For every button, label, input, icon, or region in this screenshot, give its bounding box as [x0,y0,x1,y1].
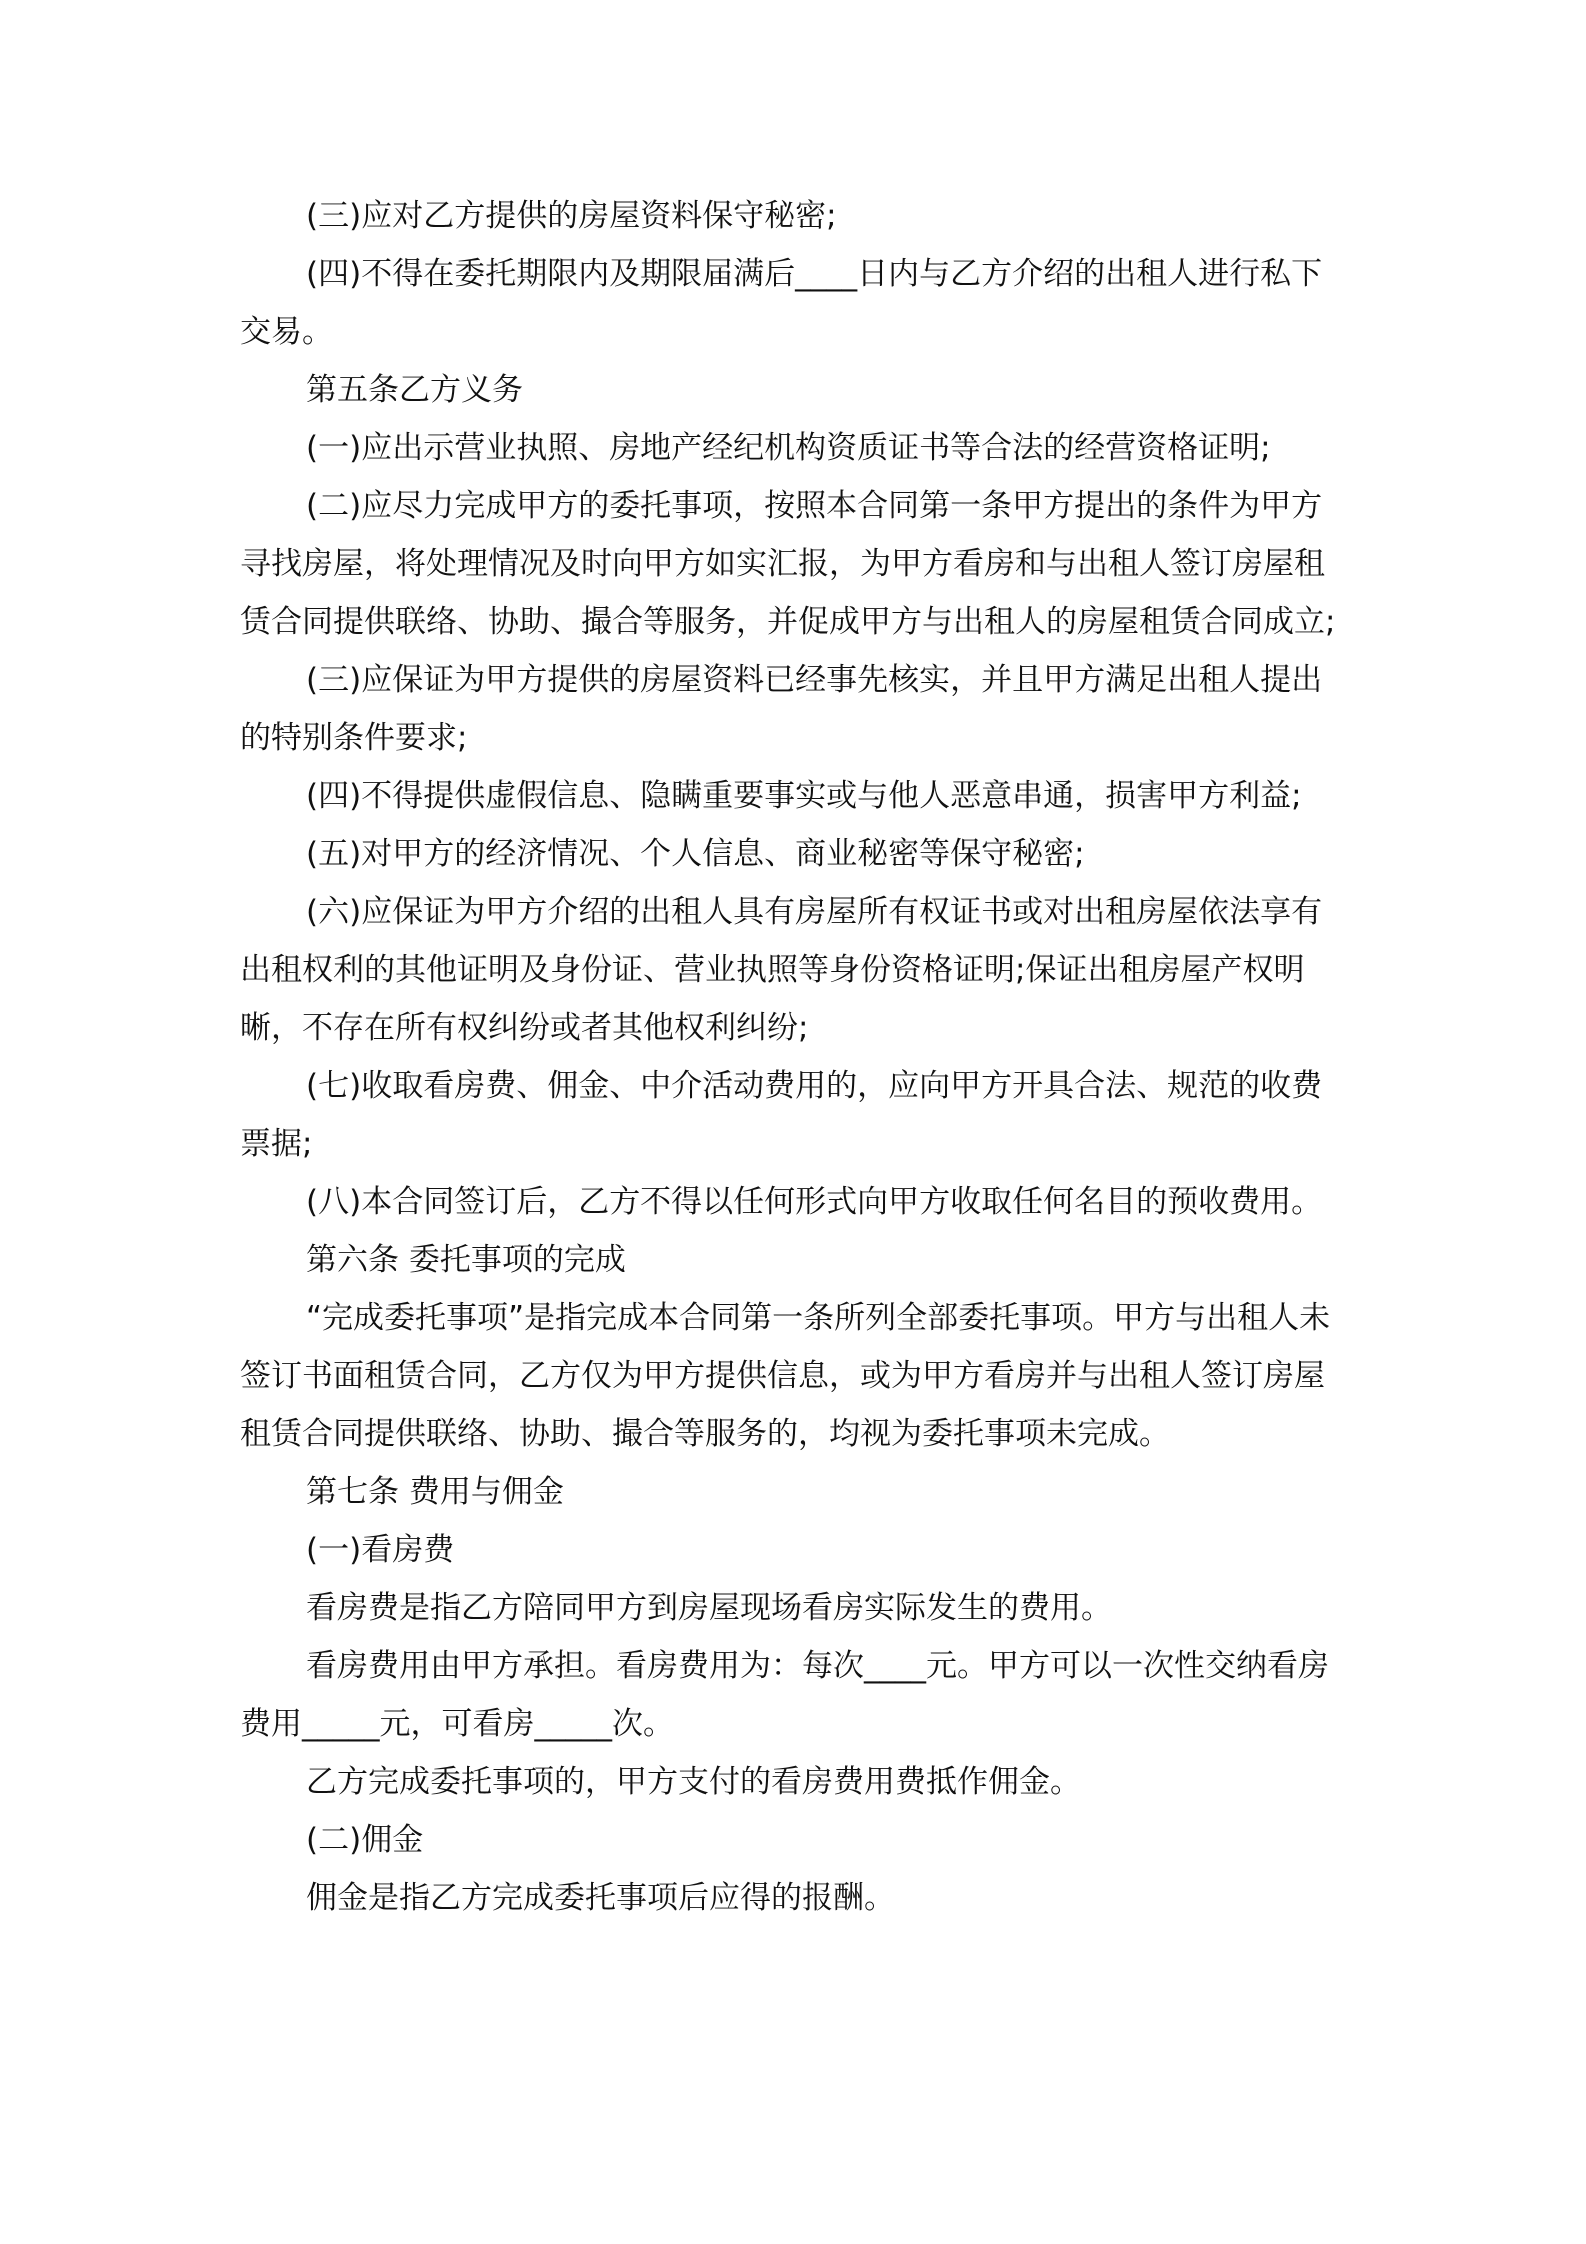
article-7-viewing-fee-offset: 乙方完成委托事项的，甲方支付的看房费用费抵作佣金。 [306,1764,1081,1800]
article-5-heading: 第五条乙方义务 [306,372,523,408]
article-5-item-8: (八)本合同签订后，乙方不得以任何形式向甲方收取任何名目的预收费用。 [306,1184,1323,1220]
article-5-item-7: (七)收取看房费、佣金、中介活动费用的，应向甲方开具合法、规范的收费票据; [240,1068,1323,1162]
article-7-commission-definition: 佣金是指乙方完成委托事项后应得的报酬。 [306,1880,895,1916]
article-5-item-5: (五)对甲方的经济情况、个人信息、商业秘密等保守秘密; [306,836,1085,872]
article-6-heading: 第六条 委托事项的完成 [306,1242,626,1278]
article-5-item-6: (六)应保证为甲方介绍的出租人具有房屋所有权证书或对出租房屋依法享有出租权利的其他证明及身份证、营业执照等身份资格证明;保证出租房屋产权明晰，不存在所有权纠纷或者其他权利纠纷; [240,894,1323,1046]
article-5-item-2: (二)应尽力完成甲方的委托事项，按照本合同第一条甲方提出的条件为甲方寻找房屋，将处理情况及时向甲方如实汇报，为甲方看房和与出租人签订房屋租赁合同提供联络、协助、撮合等服务，并促成甲方与出租人的房屋租赁合同成立; [240,488,1336,640]
article-7-commission-heading: (二)佣金 [306,1822,424,1858]
article-7-viewing-fee-amount: 看房费用由甲方承担。看房费用为：每次____元。甲方可以一次性交纳看房费用_____元，可看房_____次。 [240,1648,1329,1742]
clause-3-confidentiality: (三)应对乙方提供的房屋资料保守秘密; [306,198,837,234]
article-7-heading: 第七条 费用与佣金 [306,1474,564,1510]
article-5-item-1: (一)应出示营业执照、房地产经纪机构资质证书等合法的经营资格证明; [306,430,1271,466]
article-5-item-4: (四)不得提供虚假信息、隐瞒重要事实或与他人恶意串通，损害甲方利益; [306,778,1302,814]
clause-4-no-private-deal: (四)不得在委托期限内及期限届满后____日内与乙方介绍的出租人进行私下交易。 [240,256,1323,350]
article-7-viewing-fee-heading: (一)看房费 [306,1532,455,1568]
article-6-body: “完成委托事项”是指完成本合同第一条所列全部委托事项。甲方与出租人未签订书面租赁合同，乙方仅为甲方提供信息，或为甲方看房并与出租人签订房屋租赁合同提供联络、协助、撮合等服务的，均视为委托事项未完成。 [240,1300,1331,1452]
article-7-viewing-fee-definition: 看房费是指乙方陪同甲方到房屋现场看房实际发生的费用。 [306,1590,1112,1626]
document-body [240,187,1348,1927]
article-5-item-3: (三)应保证为甲方提供的房屋资料已经事先核实，并且甲方满足出租人提出的特别条件要求; [240,662,1323,756]
